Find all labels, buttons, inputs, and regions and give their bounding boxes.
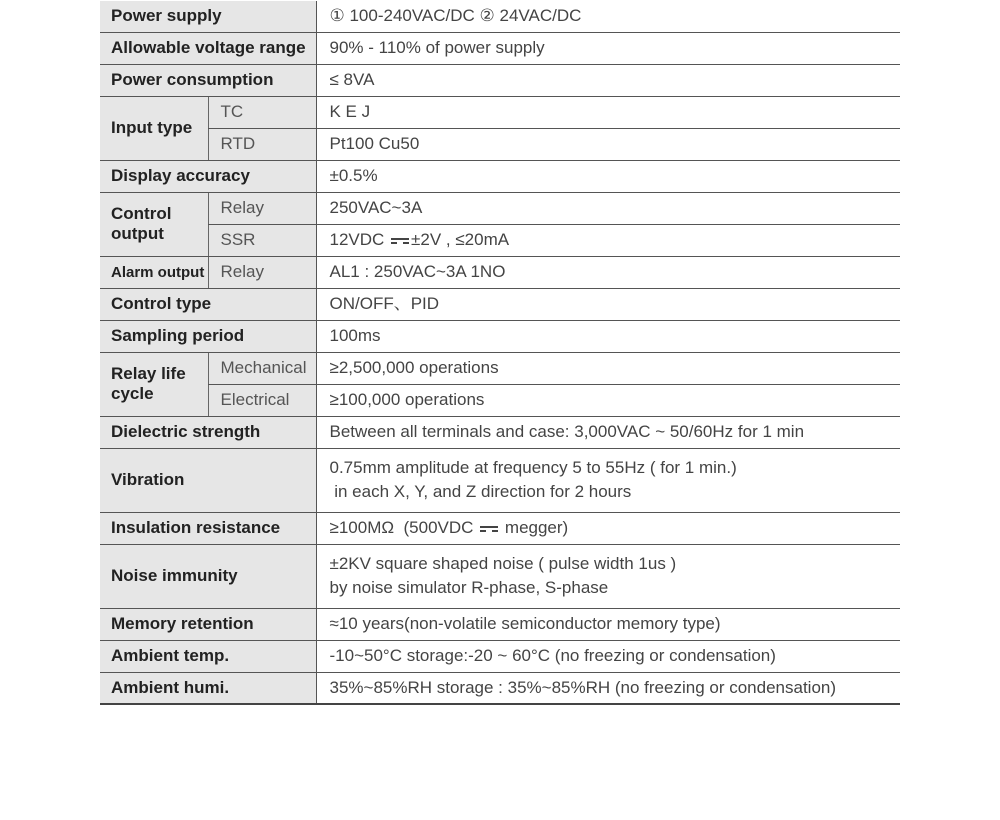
label-dielectric: Dielectric strength: [100, 416, 316, 448]
row-control-type: [100, 288, 900, 320]
row-insulation: [100, 512, 900, 544]
row-relay-life-mechanical: [100, 352, 900, 384]
label-relay-life: [100, 352, 208, 416]
value-vibration: [316, 448, 900, 512]
label-power-supply: Power supply: [100, 1, 316, 32]
row-noise: [100, 544, 900, 608]
label-display-accuracy: Display accuracy: [100, 160, 316, 192]
row-control-output-relay: [100, 192, 900, 224]
value-sampling-period: 100ms: [316, 320, 900, 352]
value-insulation: [316, 512, 900, 544]
row-input-type-rtd: [100, 128, 900, 160]
value-display-accuracy: ±0.5%: [316, 160, 900, 192]
sublabel-rtd: RTD: [208, 128, 316, 160]
row-voltage-range: [100, 32, 900, 64]
label-ambient-humi: Ambient humi.: [100, 672, 316, 704]
row-alarm-output: [100, 256, 900, 288]
row-input-type-tc: [100, 96, 900, 128]
label-alarm-output: Alarm output: [100, 256, 208, 288]
value-noise-line1: ±2KV square shaped noise ( pulse width 1us ): [329, 554, 677, 573]
value-vibration-line2: in each X, Y, and Z direction for 2 hours: [329, 482, 632, 501]
dc-symbol-icon: [391, 238, 409, 244]
value-ssr-voltage: 12VDC: [329, 230, 385, 249]
row-ambient-temp: [100, 640, 900, 672]
label-relay-life-line1: Relay life: [111, 364, 186, 383]
label-insulation: Insulation resistance: [100, 512, 316, 544]
value-noise: [316, 544, 900, 608]
row-display-accuracy: [100, 160, 900, 192]
value-noise-line2: by noise simulator R-phase, S-phase: [329, 578, 609, 597]
row-control-output-ssr: [100, 224, 900, 256]
sublabel-electrical: Electrical: [208, 384, 316, 416]
value-ssr-tolerance: ±2V , ≤20mA: [411, 230, 510, 249]
row-power-supply: [100, 1, 900, 32]
row-memory: [100, 608, 900, 640]
label-control-type: Control type: [100, 288, 316, 320]
label-vibration: Vibration: [100, 448, 316, 512]
row-sampling-period: [100, 320, 900, 352]
value-tc: K E J: [316, 96, 900, 128]
sublabel-alarm-relay: Relay: [208, 256, 316, 288]
value-insulation-resistance: ≥100MΩ (500VDC: [329, 518, 474, 537]
value-power-consumption: ≤ 8VA: [316, 64, 900, 96]
label-control-output: [100, 192, 208, 256]
label-control-output-line1: Control: [111, 204, 172, 223]
value-electrical: ≥100,000 operations: [316, 384, 900, 416]
value-vibration-line1: 0.75mm amplitude at frequency 5 to 55Hz ( for 1 min.): [329, 458, 737, 477]
sublabel-ssr: SSR: [208, 224, 316, 256]
sublabel-mechanical: Mechanical: [208, 352, 316, 384]
value-relay: 250VAC~3A: [316, 192, 900, 224]
row-vibration: [100, 448, 900, 512]
row-relay-life-electrical: [100, 384, 900, 416]
row-dielectric: [100, 416, 900, 448]
dc-symbol-icon: [480, 526, 498, 532]
label-input-type: Input type: [100, 96, 208, 160]
row-power-consumption: [100, 64, 900, 96]
label-memory: Memory retention: [100, 608, 316, 640]
value-memory: ≈10 years(non-volatile semiconductor memory type): [316, 608, 900, 640]
value-power-supply: ① 100-240VAC/DC ② 24VAC/DC: [316, 1, 900, 32]
value-ambient-humi: 35%~85%RH storage : 35%~85%RH (no freezing or condensation): [316, 672, 900, 704]
label-relay-life-line2: cycle: [111, 384, 154, 403]
sublabel-relay: Relay: [208, 192, 316, 224]
label-ambient-temp: Ambient temp.: [100, 640, 316, 672]
value-ambient-temp: -10~50°C storage:-20 ~ 60°C (no freezing or condensation): [316, 640, 900, 672]
value-dielectric: Between all terminals and case: 3,000VAC ~ 50/60Hz for 1 min: [316, 416, 900, 448]
value-ssr: [316, 224, 900, 256]
label-control-output-line2: output: [111, 224, 164, 243]
value-mechanical: ≥2,500,000 operations: [316, 352, 900, 384]
label-sampling-period: Sampling period: [100, 320, 316, 352]
value-insulation-megger: megger): [504, 518, 569, 537]
sublabel-tc: TC: [208, 96, 316, 128]
row-ambient-humi: [100, 672, 900, 704]
value-rtd: Pt100 Cu50: [316, 128, 900, 160]
label-power-consumption: Power consumption: [100, 64, 316, 96]
value-alarm-output: AL1 : 250VAC~3A 1NO: [316, 256, 900, 288]
label-voltage-range: Allowable voltage range: [100, 32, 316, 64]
specification-table: [100, 1, 900, 705]
value-voltage-range: 90% - 110% of power supply: [316, 32, 900, 64]
label-noise: Noise immunity: [100, 544, 316, 608]
value-control-type: ON/OFF、PID: [316, 288, 900, 320]
